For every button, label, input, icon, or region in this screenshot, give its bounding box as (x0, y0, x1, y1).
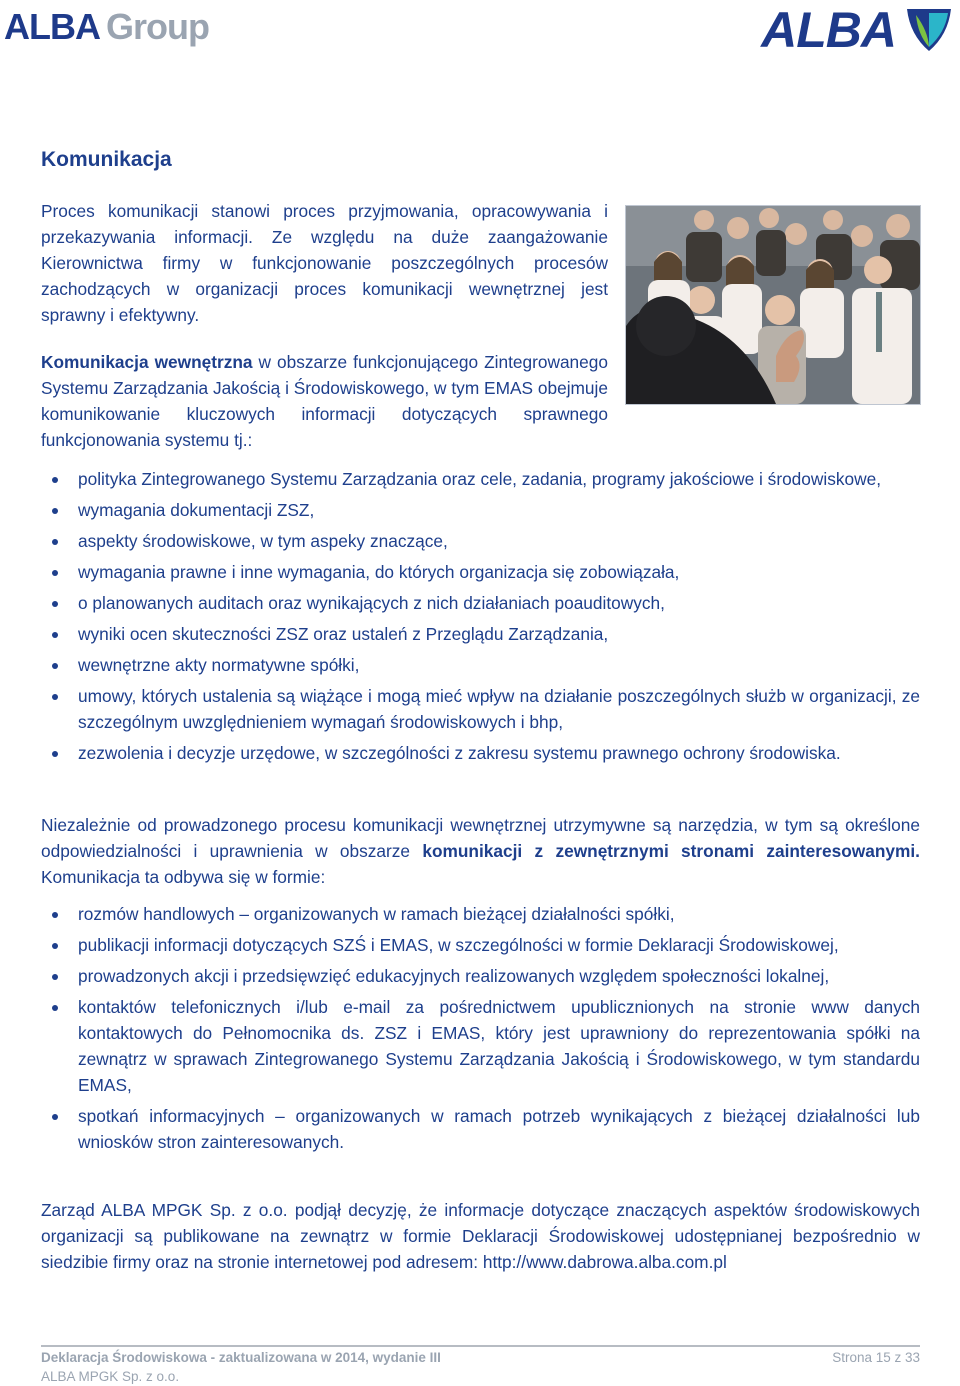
bullet-icon (52, 570, 58, 576)
bullet-icon (52, 943, 58, 949)
list-item: wewnętrzne akty normatywne spółki, (41, 652, 920, 678)
bullet-icon (52, 1005, 58, 1011)
list-item: wymagania prawne i inne wymagania, do których organizacja się zobowiązała, (41, 559, 920, 585)
alba-leaf-icon (904, 5, 954, 55)
closing-paragraph: Zarząd ALBA MPGK Sp. z o.o. podjął decyzję, że informacje dotyczące znaczących aspektów środowiskowych organizacji są publikowane na zewnątrz w formie Deklaracji Środowiskowej udostępnianej bezpośrednio w siedzibie firmy oraz na stronie internetowej pod adresem: http://www.dabrowa.alba.com.pl (41, 1200, 920, 1272)
bullet-icon (52, 539, 58, 545)
internal-communication-paragraph (41, 349, 608, 453)
bullet-icon (52, 632, 58, 638)
alba-group-logo (4, 6, 209, 48)
list-item: publikacji informacji dotyczących SZŚ i EMAS, w szczególności w formie Deklaracji Środowiskowej, (41, 932, 920, 958)
audience-illustration (626, 206, 920, 404)
footer-divider (41, 1345, 920, 1347)
bullet-icon (52, 663, 58, 669)
list-item: aspekty środowiskowe, w tym aspeky znaczące, (41, 528, 920, 554)
logo-alba-right-text: ALBA (761, 2, 896, 58)
bold-term: Komunikacja wewnętrzna (41, 352, 253, 372)
list-item: polityka Zintegrowanego Systemu Zarządzania oraz cele, zadania, programy jakościowe i środowiskowe, (41, 466, 920, 492)
list-item: prowadzonych akcji i przedsięwzięć edukacyjnych realizowanych względem społeczności lokalnej, (41, 963, 920, 989)
list-item: zezwolenia i decyzje urzędowe, w szczególności z zakresu systemu prawnego ochrony środowiska. (41, 740, 920, 766)
list-item: rozmów handlowych – organizowanych w ramach bieżącej działalności spółki, (41, 901, 920, 927)
alba-logo (761, 4, 954, 56)
footer-company: ALBA MPGK Sp. z o.o. (41, 1369, 180, 1384)
logo-alba-text: ALBA (4, 6, 100, 47)
bullet-icon (52, 508, 58, 514)
bullet-icon (52, 1114, 58, 1120)
external-communication-list (41, 901, 920, 1160)
internal-communication-list (41, 466, 920, 771)
list-item: kontaktów telefonicznych i/lub e-mail za pośrednictwem upublicznionych na stronie www danych kontaktowych do Pełnomocnika ds. ZSZ i EMAS, który jest uprawniony do reprezentowania spółki na zewnątrz w sprawach Zintegrowanego Systemu Zarządzania Jakością i Środowiskowego, w tym standardu EMAS, (41, 994, 920, 1098)
intro-paragraph: Proces komunikacji stanowi proces przyjmowania, opracowywania i przekazywania informacji. Ze względu na duże zaangażowanie Kierownictwa firmy w funkcjonowanie poszczególnych procesów zachodzących w organizacji proces komunikacji wewnętrznej jest sprawny i efektywny. (41, 201, 608, 325)
logo-group-text: Group (105, 6, 209, 47)
page-title: Komunikacja (41, 148, 172, 171)
bold-term: komunikacji z zewnętrznymi stronami zainteresowanymi. (422, 841, 920, 861)
bullet-icon (52, 974, 58, 980)
bullet-icon (52, 477, 58, 483)
audience-photo (625, 205, 921, 405)
list-item: wymagania dokumentacji ZSZ, (41, 497, 920, 523)
list-item: umowy, których ustalenia są wiążące i mogą mieć wpływ na działanie poszczególnych służb w organizacji, ze szczególnym uwzględnieniem wymagań środowiskowych i bhp, (41, 683, 920, 735)
external-communication-paragraph: Niezależnie od prowadzonego procesu komunikacji wewnętrznej utrzymywne są narzędzia, w tym są określone odpowiedzialności i uprawnienia w obszarze komunikacji z zewnętrznymi stronami zainteresowanymi. Komunikacja ta odbywa się w formie: (41, 815, 920, 887)
list-item: wyniki ocen skuteczności ZSZ oraz ustaleń z Przeglądu Zarządzania, (41, 621, 920, 647)
bullet-icon (52, 751, 58, 757)
list-item: o planowanych auditach oraz wynikających z nich działaniach poauditowych, (41, 590, 920, 616)
footer-document-title: Deklaracja Środowiskowa - zaktualizowana w 2014, wydanie III (41, 1350, 441, 1365)
paragraph-text: w obszarze funkcjonującego Zintegrowanego Systemu Zarządzania Jakością i Środowiskowego, w tym EMAS obejmuje komunikowanie kluczowych informacji dotyczących sprawnego funkcjonowania systemu tj.: (41, 352, 609, 450)
bullet-icon (52, 601, 58, 607)
bullet-icon (52, 694, 58, 700)
bullet-icon (52, 912, 58, 918)
footer-page-number: Strona 15 z 33 (832, 1350, 920, 1365)
list-item: spotkań informacyjnych – organizowanych w ramach potrzeb wynikających z bieżącej działalności lub wniosków stron zainteresowanych. (41, 1103, 920, 1155)
